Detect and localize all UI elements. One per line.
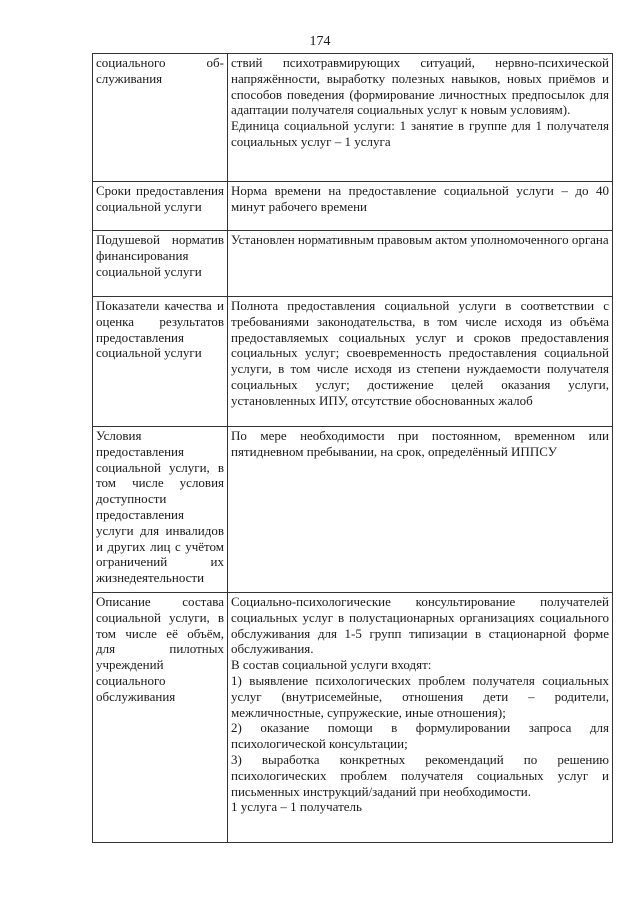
row-content: [228, 182, 613, 231]
content-paragraph: Норма времени на предоставление социальной услуги – до 40 минут рабочего времени: [231, 183, 609, 214]
table-row: [93, 54, 613, 182]
content-paragraph: По мере необходимости при постоянном, временном или пятидневном пребывании, на срок, определённый ИППСУ: [231, 428, 609, 459]
content-paragraph: 1 услуга – 1 получатель: [231, 799, 362, 815]
table-row: [93, 231, 613, 297]
page-number: 174: [309, 34, 331, 49]
content-paragraph: Установлен нормативным правовым актом уполномоченного органа: [231, 232, 609, 247]
table-row: [93, 182, 613, 231]
content-paragraph: ствий психотравмирующих ситуаций, нервно-психической напряжённости, выработку полезных навыков, новых приёмов и способов поведения (формирование личностных предпосылок для адаптации получателя социальных услуг к новым условиям).: [231, 55, 609, 118]
table-row: [93, 297, 613, 427]
content-paragraph: 3) выработка конкретных рекомендаций по решению психологических проблем получателя социальных услуг и письменных инструкций/заданий при необходимости.: [231, 751, 609, 799]
row-content: [228, 593, 613, 843]
table-row: [93, 427, 613, 593]
row-content: [228, 427, 613, 593]
table-row: [93, 593, 613, 843]
row-label: Подушевой норматив финансирования социальной услуги: [93, 231, 228, 297]
row-label: социального об-служивания: [93, 54, 228, 182]
row-label: Условия предоставления социальной услуги, в том числе условия доступности предоставления услуги для инвалидов и других лиц с учётом ограничений их жизнедеятельности: [93, 427, 228, 593]
content-paragraph: 2) оказание помощи в формулировании запроса для психологической консультации;: [231, 720, 609, 752]
service-description-table: [92, 53, 613, 843]
content-paragraph: В состав социальной услуги входят:: [231, 657, 432, 673]
content-paragraph: Единица социальной услуги: 1 занятие в группе для 1 получателя социальных услуг – 1 услуга: [231, 118, 609, 149]
content-paragraph: 1) выявление психологических проблем получателя социальных услуг (внутрисемейные, отношения дети – родители, межличностные, супружеские, иные отношения);: [231, 672, 609, 720]
row-label: Описание состава социальной услуги, в том числе её объём, для пилотных учреждений социального обслуживания: [93, 593, 228, 843]
row-content: [228, 54, 613, 182]
row-label: Показатели качества и оценка результатов предоставления социальной услуги: [93, 297, 228, 427]
content-paragraph: Социально-психологические консультирование получателей социальных услуг в полустационарных организациях социального обслуживания для 1-5 групп типизации в стационарной форме обслуживания.: [231, 594, 609, 657]
row-content: [228, 297, 613, 427]
row-content: [228, 231, 613, 297]
row-label: Сроки предоставления социальной услуги: [93, 182, 228, 231]
content-paragraph: Полнота предоставления социальной услуги в соответствии с требованиями законодательства, в том числе исходя из объёма предоставляемых социальных услуг и сроков предоставления социальных услуг; своевременность предоставления социальной услуги, в том числе исходя из степени нуждаемости получателя социальных услуг; достижение целей оказания услуги, установленных ИПУ, отсутствие обоснованных жалоб: [231, 298, 609, 408]
